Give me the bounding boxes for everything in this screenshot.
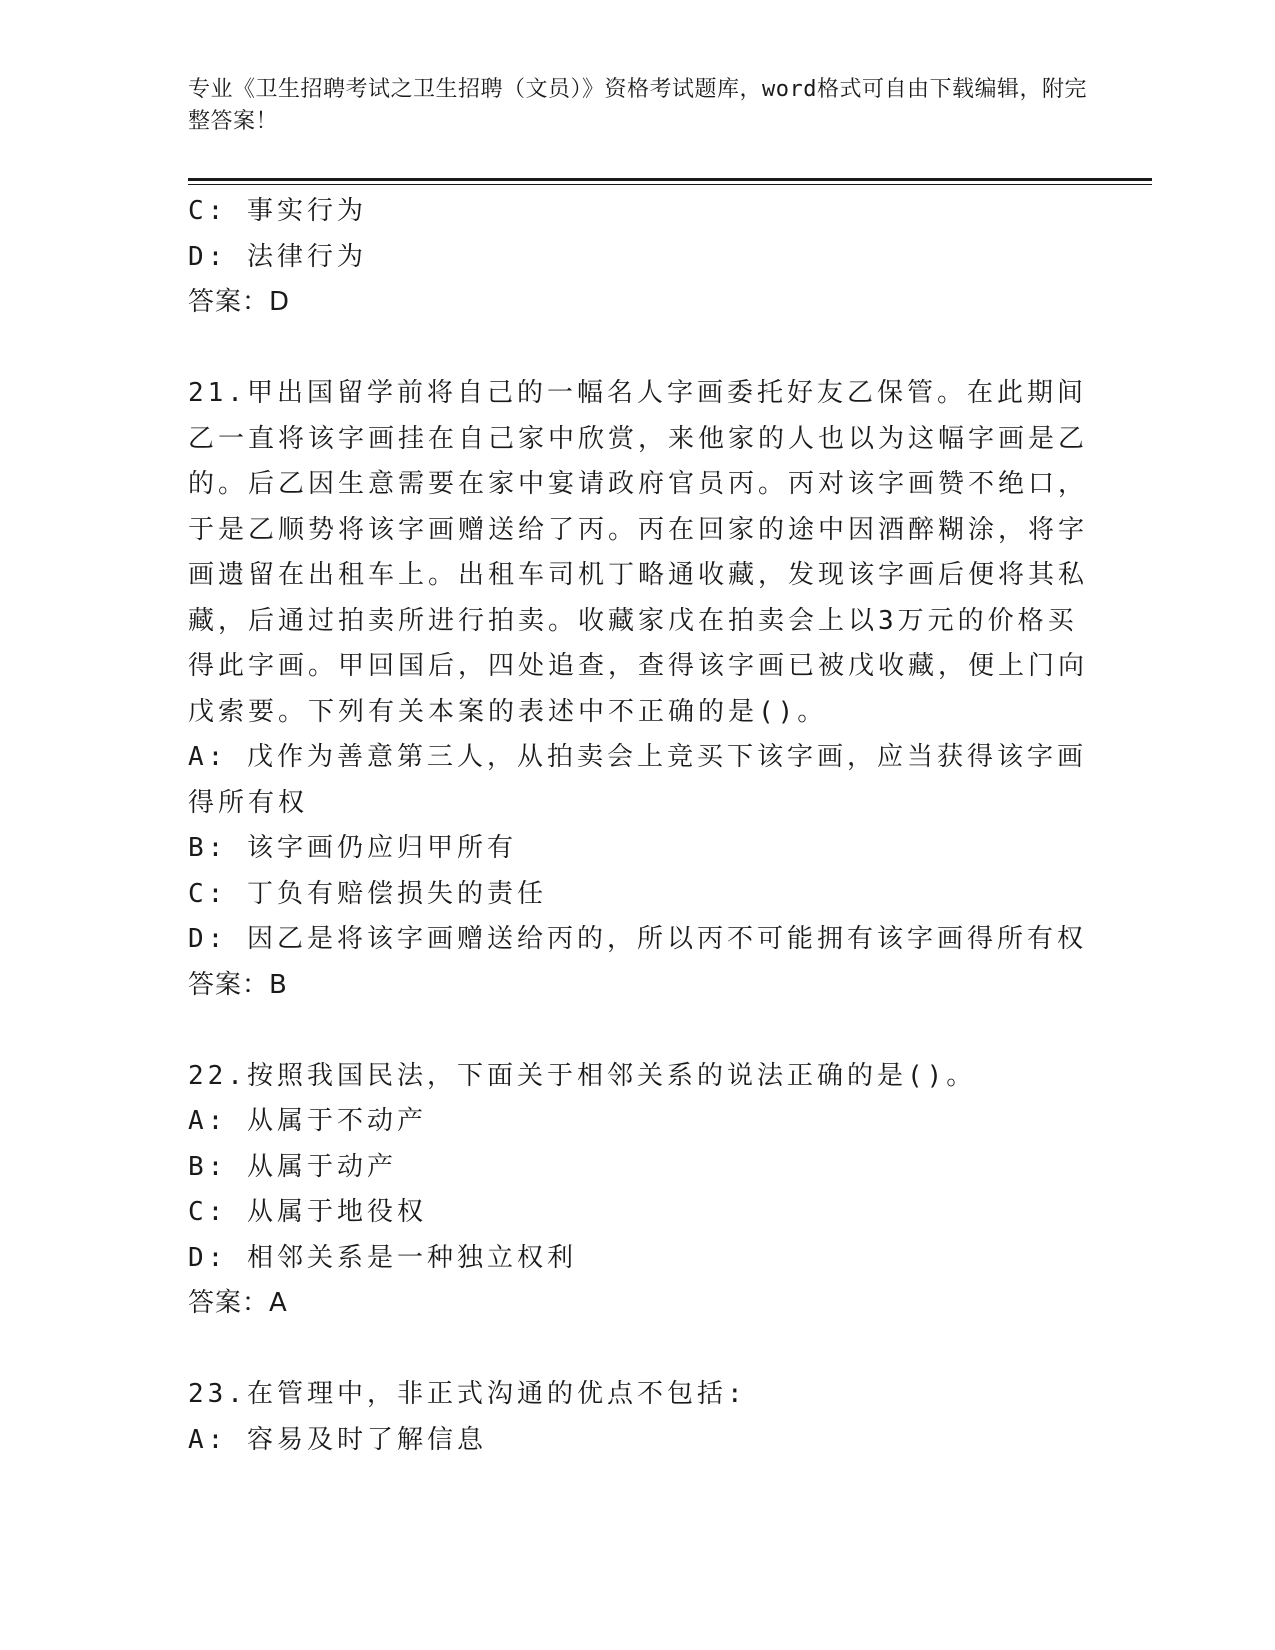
option-b: B: 该字画仍应归甲所有 <box>188 833 517 863</box>
spacer <box>188 326 1088 372</box>
option-a: A: 戊作为善意第三人，从拍卖会上竞买下该字画，应当获得该字画得所有权 <box>188 742 1087 818</box>
option-c: C: 丁负有赔偿损失的责任 <box>188 878 547 909</box>
question-stem: 23.在管理中，非正式沟通的优点不包括: <box>188 1379 747 1409</box>
answer-line: 答案：A <box>188 1288 288 1318</box>
document-body <box>188 189 1088 1463</box>
option-d: D: 相邻关系是一种独立权利 <box>188 1242 577 1273</box>
answer-line: 答案：D <box>188 287 291 317</box>
question-22 <box>188 1054 1088 1327</box>
question-23 <box>188 1372 1088 1463</box>
question-20-tail <box>188 189 1088 326</box>
question-stem: 21.甲出国留学前将自己的一幅名人字画委托好友乙保管。在此期间乙一直将该字画挂在自己家中欣赏，来他家的人也以为这幅字画是乙的。后乙因生意需要在家中宴请政府官员丙。丙对该字画赞不绝口，于是乙顺势将该字画赠送给了丙。丙在回家的途中因酒醉糊涂，将字画遗留在出租车上。出租车司机丁略通收藏，发现该字画后便将其私藏，后通过拍卖所进行拍卖。收藏家戊在拍卖会上以3万元的价格买得此字画。甲回国后，四处追查，查得该字画已被戊收藏，便上门向戊索要。下列有关本案的表述中不正确的是()。 <box>188 378 1089 727</box>
option-a: A: 容易及时了解信息 <box>188 1424 487 1455</box>
option-c: C: 从属于地役权 <box>188 1197 427 1227</box>
spacer <box>188 1008 1088 1054</box>
option-c: C: 事实行为 <box>188 196 367 226</box>
answer-line: 答案：B <box>188 969 288 1000</box>
option-b: B: 从属于动产 <box>188 1151 397 1182</box>
option-a: A: 从属于不动产 <box>188 1106 427 1136</box>
header-rule-thick <box>188 178 1152 181</box>
spacer <box>188 1327 1088 1373</box>
header-rule-thin <box>188 184 1152 185</box>
question-21 <box>188 371 1088 1008</box>
option-d: D: 因乙是将该字画赠送给丙的，所以丙不可能拥有该字画得所有权 <box>188 924 1087 954</box>
document-header: 专业《卫生招聘考试之卫生招聘（文员）》资格考试题库，word格式可自由下载编辑，附完整答案！ <box>188 77 1087 134</box>
option-d: D: 法律行为 <box>188 241 367 272</box>
question-stem: 22.按照我国民法，下面关于相邻关系的说法正确的是()。 <box>188 1060 977 1091</box>
